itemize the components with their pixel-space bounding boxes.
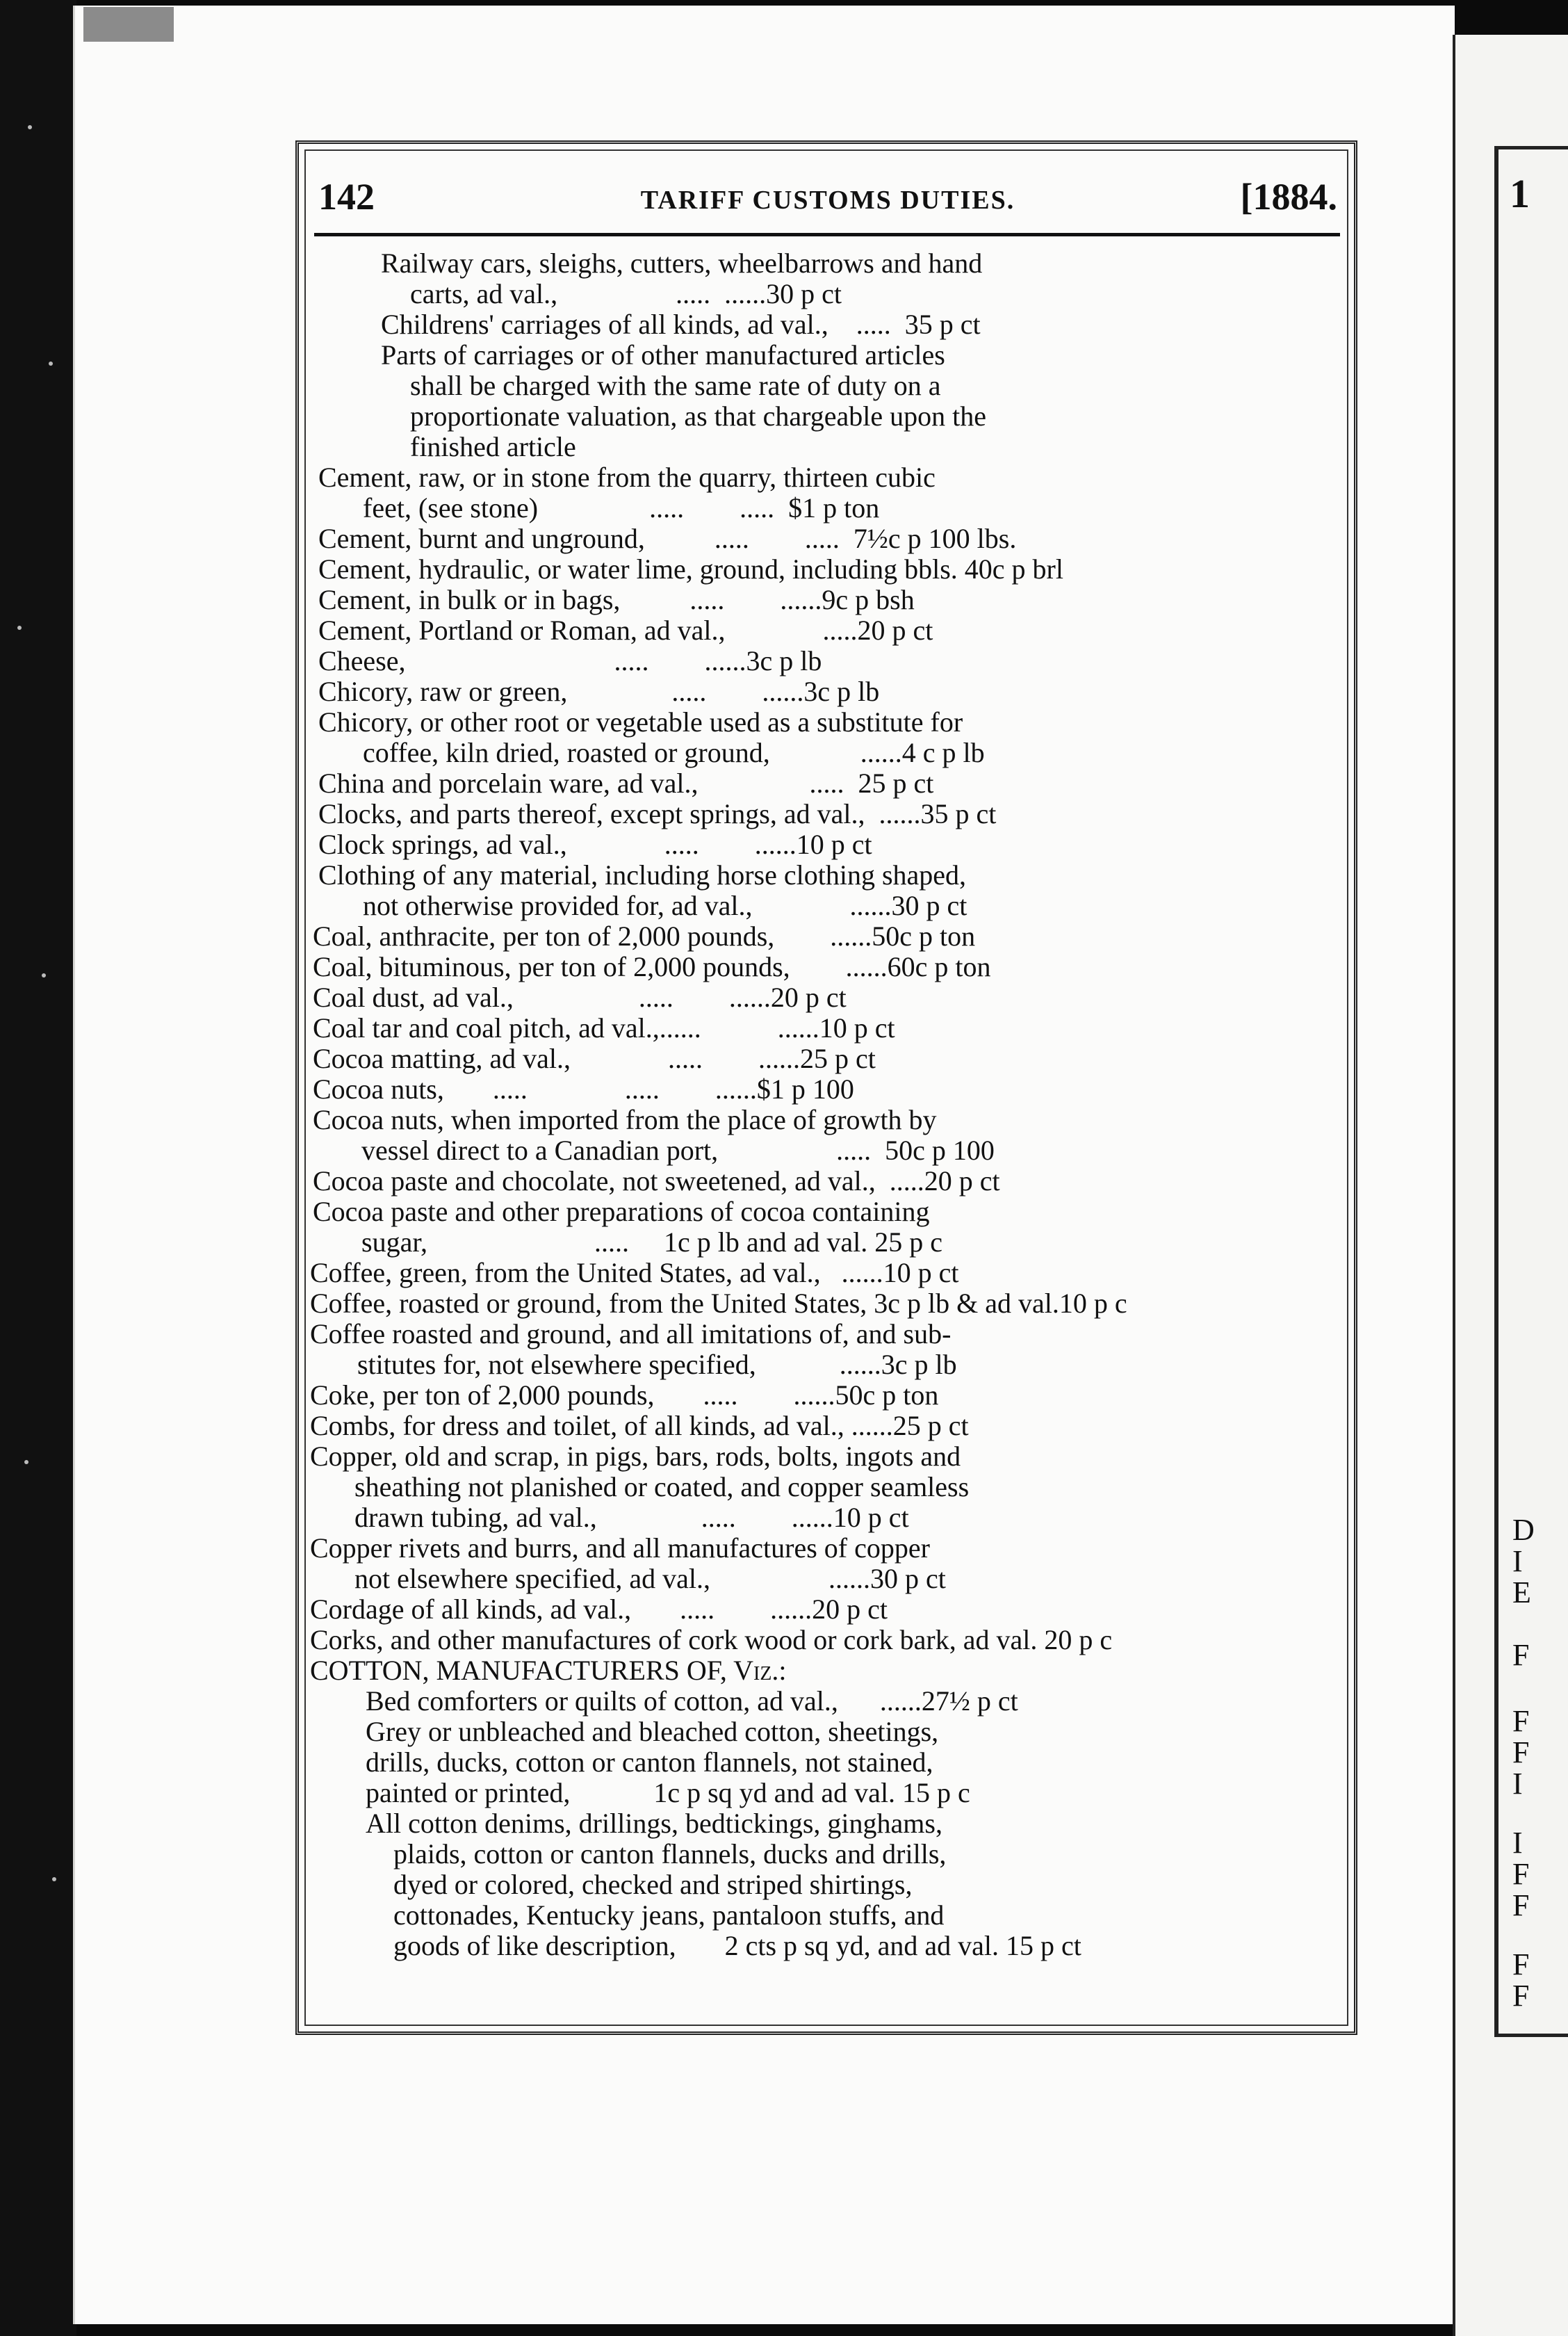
tariff-line: Cocoa paste and chocolate, not sweetened, ad val., .....20 p ct <box>313 1165 1000 1197</box>
tariff-line: Chicory, or other root or vegetable used as a substitute for <box>318 706 963 738</box>
tariff-line: Chicory, raw or green, ..... ......3c p lb <box>318 676 880 707</box>
tariff-line: Parts of carriages or of other manufactured articles <box>381 339 945 371</box>
tariff-line: drawn tubing, ad val., ..... ......10 p ct <box>354 1502 909 1533</box>
tariff-line: Grey or unbleached and bleached cotton, sheetings, <box>366 1716 939 1747</box>
tariff-line: Coffee, green, from the United States, ad val., ......10 p ct <box>310 1257 959 1288</box>
tariff-line: sugar, ..... 1c p lb and ad val. 25 p c <box>361 1226 943 1258</box>
adjacent-letter: F <box>1512 1947 1530 1981</box>
adjacent-letter: F <box>1512 1638 1530 1672</box>
tariff-line: cottonades, Kentucky jeans, pantaloon stuffs, and <box>393 1899 945 1931</box>
tariff-line: painted or printed, 1c p sq yd and ad val. 15 p c <box>366 1777 970 1808</box>
tariff-line: Cordage of all kinds, ad val., ..... ......20 p ct <box>310 1593 888 1625</box>
adjacent-letter: I <box>1512 1544 1523 1578</box>
tariff-line: finished article <box>410 431 576 462</box>
tariff-line: Clock springs, ad val., ..... ......10 p ct <box>318 829 872 860</box>
tariff-line: China and porcelain ware, ad val., ..... 25 p ct <box>318 768 934 799</box>
adjacent-letter: D <box>1512 1513 1535 1547</box>
page-border <box>295 140 1357 2035</box>
tariff-line: Copper rivets and burrs, and all manufactures of copper <box>310 1532 930 1564</box>
tariff-line: vessel direct to a Canadian port, ..... 50c p 100 <box>361 1135 995 1166</box>
tariff-line: Combs, for dress and toilet, of all kinds, ad val., ......25 p ct <box>310 1410 969 1441</box>
tariff-line: not otherwise provided for, ad val., ......30 p ct <box>363 890 967 921</box>
tariff-line: sheathing not planished or coated, and copper seamless <box>354 1471 970 1502</box>
tariff-line: Cement, burnt and unground, ..... ..... 7½c p 100 lbs. <box>318 523 1017 554</box>
tariff-line: Coal tar and coal pitch, ad val.,...... ......10 p ct <box>313 1012 895 1044</box>
adjacent-letter: F <box>1512 1979 1530 2013</box>
adjacent-letter: E <box>1512 1575 1531 1609</box>
header-rule <box>314 233 1340 236</box>
tariff-line: Cocoa nuts, when imported from the place of growth by <box>313 1104 937 1135</box>
adjacent-letter: F <box>1512 1857 1530 1891</box>
adjacent-letter: F <box>1512 1704 1530 1738</box>
tariff-line: Coffee, roasted or ground, from the United States, 3c p lb & ad val.10 p c <box>310 1288 1127 1319</box>
tariff-line: Cocoa matting, ad val., ..... ......25 p ct <box>313 1043 876 1074</box>
tariff-line: Cocoa paste and other preparations of cocoa containing <box>313 1196 930 1227</box>
tariff-line: Cheese, ..... ......3c p lb <box>318 645 822 676</box>
tariff-line: Coal dust, ad val., ..... ......20 p ct <box>313 982 847 1013</box>
adjacent-letter: I <box>1512 1767 1523 1801</box>
tariff-line: Copper, old and scrap, in pigs, bars, rods, bolts, ingots and <box>310 1441 961 1472</box>
tariff-line: goods of like description, 2 cts p sq yd, and ad val. 15 p ct <box>393 1930 1081 1961</box>
tariff-line: carts, ad val., ..... ......30 p ct <box>410 278 842 309</box>
tariff-line: Clocks, and parts thereof, except springs, ad val., ......35 p ct <box>318 798 997 829</box>
tariff-line: not elsewhere specified, ad val., ......30 p ct <box>354 1563 946 1594</box>
tariff-line: stitutes for, not elsewhere specified, ......3c p lb <box>357 1349 957 1380</box>
tariff-line: Cement, Portland or Roman, ad val., .....20 p ct <box>318 615 933 646</box>
tariff-line: Corks, and other manufactures of cork wood or cork bark, ad val. 20 p c <box>310 1624 1113 1655</box>
tariff-line: Cement, in bulk or in bags, ..... ......9c p bsh <box>318 584 915 615</box>
tariff-line: Railway cars, sleighs, cutters, wheelbarrows and hand <box>381 248 983 279</box>
tariff-line: drills, ducks, cotton or canton flannels, not stained, <box>366 1746 933 1778</box>
page-year: [1884. <box>1240 176 1337 218</box>
tariff-line: Coal, bituminous, per ton of 2,000 pounds, ......60c p ton <box>313 951 991 982</box>
tariff-line: Cement, raw, or in stone from the quarry, thirteen cubic <box>318 462 936 493</box>
tariff-line: Coal, anthracite, per ton of 2,000 pounds, ......50c p ton <box>313 920 976 952</box>
tariff-line: Bed comforters or quilts of cotton, ad val., ......27½ p ct <box>366 1685 1018 1717</box>
page-header <box>318 175 1337 231</box>
tariff-line: Childrens' carriages of all kinds, ad val., ..... 35 p ct <box>381 309 981 340</box>
tariff-line: Coffee roasted and ground, and all imitations of, and sub- <box>310 1318 952 1349</box>
page-corner-shadow <box>83 7 174 42</box>
tariff-line: proportionate valuation, as that chargeable upon the <box>410 400 986 432</box>
scanner-background <box>0 0 76 2336</box>
adjacent-page-frame <box>1494 146 1568 2037</box>
adjacent-letter: F <box>1512 1735 1530 1769</box>
tariff-line: shall be charged with the same rate of duty on a <box>410 370 941 401</box>
tariff-line: plaids, cotton or canton flannels, ducks and drills, <box>393 1838 947 1869</box>
tariff-line: Coke, per ton of 2,000 pounds, ..... ......50c p ton <box>310 1379 939 1411</box>
tariff-line: coffee, kiln dried, roasted or ground, ......4 c p lb <box>363 737 985 768</box>
tariff-line: Clothing of any material, including horse clothing shaped, <box>318 859 967 891</box>
adjacent-letter: F <box>1512 1888 1530 1922</box>
running-title: TARIFF CUSTOMS DUTIES. <box>640 186 1015 215</box>
tariff-line: Cement, hydraulic, or water lime, ground, including bbls. 40c p brl <box>318 553 1063 585</box>
adjacent-page-number: 1 <box>1510 171 1530 216</box>
tariff-line: dyed or colored, checked and striped shirtings, <box>393 1869 913 1900</box>
adjacent-letter: I <box>1512 1826 1523 1860</box>
page-number: 142 <box>318 176 375 218</box>
tariff-section-heading: COTTON, MANUFACTURERS OF, Viz.: <box>310 1655 787 1686</box>
tariff-line: feet, (see stone) ..... ..... $1 p ton <box>363 492 880 524</box>
tariff-line: All cotton denims, drillings, bedtickings, ginghams, <box>366 1808 942 1839</box>
tariff-line: Cocoa nuts, ..... ..... ......$1 p 100 <box>313 1073 854 1105</box>
